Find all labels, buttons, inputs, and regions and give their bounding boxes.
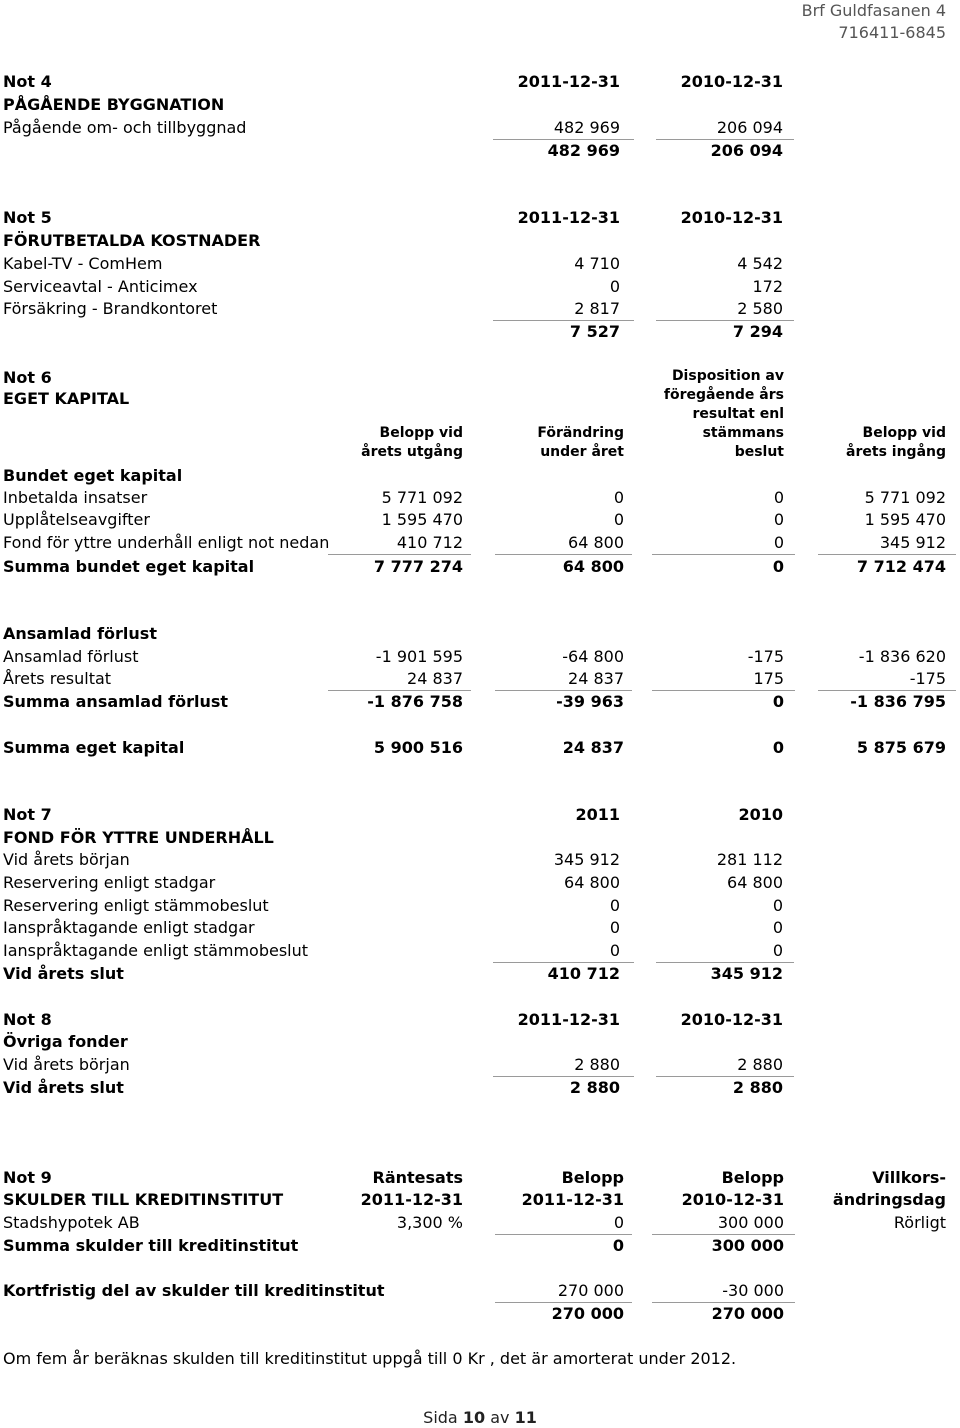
cell: 5 771 092 — [381, 488, 463, 507]
sum-cell: 0 — [772, 557, 784, 576]
sum-cell: 7 777 274 — [373, 557, 463, 576]
col-header: 2010-12-31 — [680, 72, 783, 91]
cell: 1 595 470 — [381, 510, 463, 529]
row-label: Vid årets början — [3, 850, 130, 869]
row-label: Kortfristig del av skulder till kreditinstitut — [3, 1281, 385, 1300]
total: 2 880 — [569, 1078, 620, 1097]
cell: 300 000 — [717, 1213, 784, 1232]
cell: 4 710 — [574, 254, 620, 273]
col-header-villkor-2: ändringsdag — [832, 1190, 946, 1209]
org-number: 716411-6845 — [838, 23, 946, 42]
col-header: 2010-12-31 — [680, 1010, 783, 1029]
total: 2 880 — [732, 1078, 783, 1097]
row-label: Ansamlad förlust — [3, 647, 139, 666]
note-title: Not 7 — [3, 805, 52, 824]
row-label: Kabel-TV - ComHem — [3, 254, 163, 273]
row-label: Upplåtelseavgifter — [3, 510, 150, 529]
underline — [495, 690, 632, 691]
row-label: Reservering enligt stämmobeslut — [3, 896, 269, 915]
note-title: Not 9 — [3, 1168, 52, 1187]
cell: 24 837 — [407, 669, 463, 688]
cell: 2 580 — [737, 299, 783, 318]
org-name: Brf Guldfasanen 4 — [801, 1, 946, 20]
sum-label: Summa bundet eget kapital — [3, 557, 255, 576]
total: 270 000 — [711, 1304, 784, 1323]
col-header-belopp-2010: Belopp — [721, 1168, 784, 1187]
underline — [652, 1234, 795, 1235]
cell: 0 — [773, 533, 784, 552]
cell: 1 595 470 — [864, 510, 946, 529]
total: 270 000 — [551, 1304, 624, 1323]
note-title: Not 6 — [3, 368, 52, 387]
underline — [656, 962, 794, 963]
note-heading: FOND FÖR YTTRE UNDERHÅLL — [3, 828, 274, 847]
col-header: 2011 — [575, 805, 620, 824]
underline — [818, 554, 956, 555]
underline — [493, 962, 634, 963]
col-header-belopp-2011-date: 2011-12-31 — [521, 1190, 624, 1209]
cell: 0 — [773, 510, 784, 529]
sum-label: Summa ansamlad förlust — [3, 692, 228, 711]
cell: Rörligt — [893, 1213, 946, 1232]
note-title: Not 5 — [3, 208, 52, 227]
cell: 0 — [613, 1213, 624, 1232]
col-header: 2011-12-31 — [517, 1010, 620, 1029]
cell: 0 — [613, 488, 624, 507]
page-total: 11 — [514, 1408, 537, 1427]
underline — [652, 690, 795, 691]
cell: 3,300 % — [396, 1213, 463, 1232]
section-heading: Ansamlad förlust — [3, 624, 157, 643]
col-header-rate-date: 2011-12-31 — [360, 1190, 463, 1209]
underline — [495, 554, 632, 555]
sum-cell: -1 836 795 — [850, 692, 946, 711]
cell: 0 — [773, 488, 784, 507]
sum-cell: 5 900 516 — [373, 738, 463, 757]
underline — [652, 1302, 795, 1303]
cell: 0 — [772, 918, 783, 937]
col-header-rate: Räntesats — [372, 1168, 463, 1187]
cell: 5 771 092 — [864, 488, 946, 507]
sum-cell: 300 000 — [711, 1236, 784, 1255]
section-heading: Bundet eget kapital — [3, 466, 183, 485]
col-header-forandring: Förändring under året — [537, 425, 624, 460]
total: 345 912 — [710, 964, 783, 983]
cell: 482 969 — [553, 118, 620, 137]
underline — [328, 690, 471, 691]
cell: -1 901 595 — [375, 647, 463, 666]
sum-label: Summa eget kapital — [3, 738, 185, 757]
col-header-belopp-2011: Belopp — [561, 1168, 624, 1187]
total-label: Vid årets slut — [3, 1078, 124, 1097]
row-label: Inbetalda insatser — [3, 488, 148, 507]
cell: 0 — [609, 896, 620, 915]
cell: 24 837 — [568, 669, 624, 688]
cell: 0 — [772, 896, 783, 915]
page-footer — [0, 1408, 960, 1427]
cell: 172 — [752, 277, 783, 296]
cell: -64 800 — [562, 647, 624, 666]
cell: 206 094 — [716, 118, 783, 137]
cell: 0 — [609, 277, 620, 296]
sum-label: Summa skulder till kreditinstitut — [3, 1236, 299, 1255]
note-heading: EGET KAPITAL — [3, 389, 130, 408]
note-title: Not 8 — [3, 1010, 52, 1029]
cell: 64 800 — [568, 533, 624, 552]
col-header-villkor: Villkors- — [872, 1168, 946, 1187]
underline — [652, 554, 795, 555]
note-title: Not 4 — [3, 72, 52, 91]
row-label: Reservering enligt stadgar — [3, 873, 216, 892]
total: 7 527 — [569, 322, 620, 341]
cell: 2 880 — [574, 1055, 620, 1074]
underline — [493, 139, 634, 140]
underline — [493, 320, 634, 321]
col-header-belopp-2010-date: 2010-12-31 — [681, 1190, 784, 1209]
sum-cell: -1 876 758 — [367, 692, 463, 711]
row-label: Fond för yttre underhåll enligt not nedan — [3, 533, 330, 552]
col-header-utgang: Belopp vid årets utgång — [361, 425, 463, 460]
cell: 0 — [609, 941, 620, 960]
sum-cell: 0 — [772, 692, 784, 711]
cell: 2 880 — [737, 1055, 783, 1074]
cell: 4 542 — [737, 254, 783, 273]
page-of: av — [490, 1408, 510, 1427]
underline — [818, 690, 956, 691]
col-header: 2011-12-31 — [517, 208, 620, 227]
sum-cell: 5 875 679 — [856, 738, 946, 757]
cell: 270 000 — [557, 1281, 624, 1300]
row-label: Serviceavtal - Anticimex — [3, 277, 198, 296]
note-heading: SKULDER TILL KREDITINSTITUT — [3, 1190, 284, 1209]
sum-cell: 0 — [612, 1236, 624, 1255]
cell: 0 — [613, 510, 624, 529]
total: 7 294 — [732, 322, 783, 341]
sum-cell: 64 800 — [562, 557, 624, 576]
underline — [656, 139, 794, 140]
underline — [656, 320, 794, 321]
total: 482 969 — [547, 141, 620, 160]
cell: 345 912 — [879, 533, 946, 552]
total: 206 094 — [710, 141, 783, 160]
row-label: Stadshypotek AB — [3, 1213, 140, 1232]
cell: 410 712 — [396, 533, 463, 552]
note-text: Om fem år beräknas skulden till kreditinstitut uppgå till 0 Kr , det är amorterat under 2012. — [3, 1349, 737, 1368]
page-header — [802, 0, 946, 44]
col-header: 2010-12-31 — [680, 208, 783, 227]
note-heading: PÅGÅENDE BYGGNATION — [3, 95, 225, 114]
cell: 2 817 — [574, 299, 620, 318]
sum-cell: -39 963 — [556, 692, 624, 711]
cell: 64 800 — [727, 873, 783, 892]
underline — [656, 1076, 794, 1077]
row-label: Vid årets början — [3, 1055, 130, 1074]
total-label: Vid årets slut — [3, 964, 124, 983]
note-heading: Övriga fonder — [3, 1032, 128, 1051]
sum-cell: 24 837 — [562, 738, 624, 757]
row-label: Årets resultat — [3, 669, 112, 688]
note-heading: FÖRUTBETALDA KOSTNADER — [3, 231, 261, 250]
cell: -175 — [909, 669, 946, 688]
cell: 64 800 — [564, 873, 620, 892]
col-header: 2011-12-31 — [517, 72, 620, 91]
cell: 175 — [753, 669, 784, 688]
row-label: Försäkring - Brandkontoret — [3, 299, 218, 318]
col-header-disposition: Disposition av föregående års resultat enl stämmans beslut — [663, 368, 784, 460]
underline — [495, 1234, 632, 1235]
cell: -1 836 620 — [858, 647, 946, 666]
row-label: Ianspråktagande enligt stämmobeslut — [3, 941, 309, 960]
sum-cell: 7 712 474 — [856, 557, 946, 576]
underline — [328, 554, 471, 555]
cell: -30 000 — [722, 1281, 784, 1300]
underline — [493, 1076, 634, 1077]
underline — [495, 1302, 632, 1303]
row-label: Ianspråktagande enligt stadgar — [3, 918, 255, 937]
sum-cell: 0 — [772, 738, 784, 757]
cell: -175 — [747, 647, 784, 666]
page-number: 10 — [462, 1408, 486, 1427]
col-header-ingang: Belopp vid årets ingång — [846, 425, 946, 460]
cell: 0 — [772, 941, 783, 960]
row-label: Pågående om- och tillbyggnad — [3, 118, 247, 137]
col-header: 2010 — [738, 805, 783, 824]
page-label: Sida — [423, 1408, 458, 1427]
cell: 0 — [609, 918, 620, 937]
cell: 281 112 — [716, 850, 783, 869]
total: 410 712 — [547, 964, 620, 983]
cell: 345 912 — [553, 850, 620, 869]
